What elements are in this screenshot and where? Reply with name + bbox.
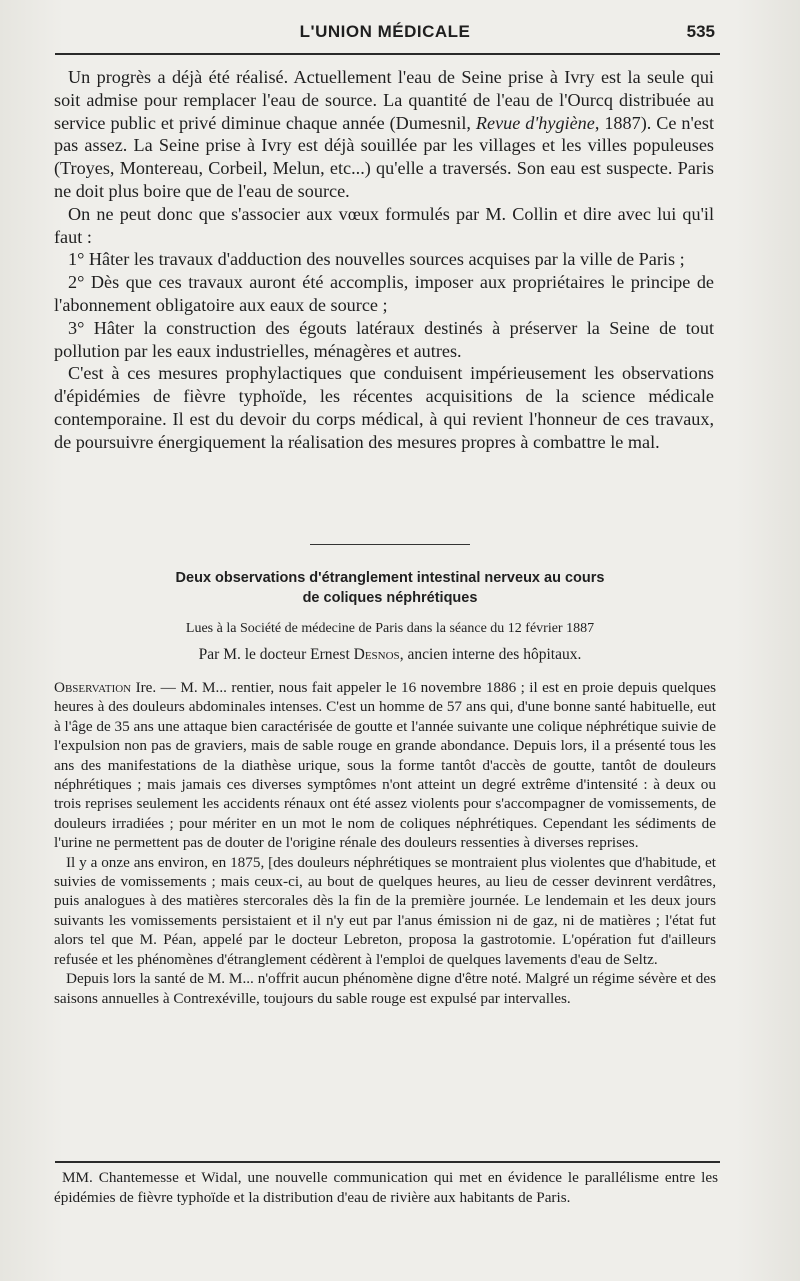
paragraph-text: , 1887). Ce n'est pas assez. La Seine prise à Ivry est déjà souillée par les villages et les villes populeuses (Troyes, Montereau, Corbeil, Melun, etc...) qu'elle a traversés. Son eau est suspecte. Paris ne doit plus boire que de l'eau de source. xyxy=(54,112,715,201)
paragraph: Il y a onze ans environ, en 1875, [des douleurs néphrétiques se montraient plus violentes que d'habitude, et suivies de vomissements ; mais ceux-ci, au bout de quelques heures, au lieu de cesser devinrent verdâtres, puis analogues à des matières stercorales dès la fin de la première journée. Le lendemain et les deux jours suivants les vomissements persistaient et il n'y eut par l'anus émission ni de gaz, ni de matières ; l'état fut alors tel que M. Péan, appelé par le docteur Lebreton, proposa la gastrotomie. L'opération fut d'ailleurs refusée et les phénomènes d'étranglement cédèrent à l'emploi de quelques lavements d'eau de Seltz. xyxy=(54,853,716,968)
running-header xyxy=(55,22,715,48)
author-suffix: , ancien interne des hôpitaux. xyxy=(399,646,582,663)
article-title xyxy=(60,568,720,608)
paragraph xyxy=(54,678,716,853)
citation-title: Revue d'hygiène xyxy=(475,112,595,133)
author-name: Desnos xyxy=(353,646,400,663)
observation-label: Observation xyxy=(54,679,132,696)
header-rule xyxy=(55,53,720,55)
footnote-text: MM. Chantemesse et Widal, une nouvelle communication qui met en évidence le parallélisme entre les épidémies de fièvre typhoïde et la distribution d'eau de rivière aux habitants de Paris. xyxy=(54,1169,718,1206)
author-prefix: Par M. le docteur Ernest xyxy=(198,646,354,663)
paragraph-text: Un progrès a déjà été réalisé. Actuellement l'eau de Seine prise à Ivry est la seule qui soit admise pour remplacer l'eau de source. La quantité de l'eau de l'Ourcq distribuée au service public et privé diminue chaque année (Dumesnil, xyxy=(54,67,714,133)
journal-title: L'UNION MÉDICALE xyxy=(299,22,471,41)
footnote xyxy=(54,1168,718,1207)
paragraph xyxy=(54,66,714,203)
section-divider xyxy=(310,544,470,545)
page-number: 535 xyxy=(686,22,715,41)
footnote-rule xyxy=(55,1161,720,1163)
intro-text xyxy=(54,66,714,454)
paragraph: C'est à ces mesures prophylactiques que conduisent impérieusement les observations d'épidémies de fièvre typhoïde, les récentes acquisitions de la science médicale contemporaine. Il est du devoir du corps médical, à qui revient l'honneur de ces travaux, de poursuivre énergiquement la réalisation des mesures propres à combattre le mal. xyxy=(54,363,714,452)
article-title-line: de coliques néphrétiques xyxy=(302,590,478,606)
list-item: 3° Hâter la construction des égouts latéraux destinés à préserver la Seine de tout pollution par les eaux industrielles, ménagères et autres. xyxy=(54,317,714,361)
article-author xyxy=(60,646,720,664)
paragraph: On ne peut donc que s'associer aux vœux formulés par M. Collin et dire avec lui qu'il faut : xyxy=(54,203,714,247)
paragraph-text: M. M... rentier, nous fait appeler le 16 novembre 1886 ; il est en proie depuis quelques heures à des douleurs abdominales intenses. C'est un homme de 57 ans qui, d'une bonne santé habituelle, eut à l'âge de 35 ans une attaque bien caractérisée de goutte et l'année suivante une colique néphrétique suivie de l'expulsion non pas de graviers, mais de sable rouge en grande abondance. Depuis lors, il a présenté tous les ans des manifestations de la diathèse urique, sous la forme tantôt d'accès de goutte, tantôt de douleurs néphrétiques ; mais jamais ces diverses symptômes n'ont atteint un degré extrême d'intensité : à deux ou trois reprises seulement les accidents rénaux ont été assez violents pour s'accompagner de vomissements, de douleurs irradiées ; pour mériter en un mot le nom de coliques néphrétiques. Cependant les sédiments de l'urine ne permettent pas de douter de l'origine rénale des douleurs ressenties à diverses reprises. xyxy=(54,679,717,852)
paragraph: Depuis lors la santé de M. M... n'offrit aucun phénomène digne d'être noté. Malgré un régime sévère et des saisons annuelles à Contrexéville, toujours du sable rouge est expulsé par intervalles. xyxy=(54,970,716,1007)
observation-text xyxy=(54,678,716,1008)
article-subtitle: Lues à la Société de médecine de Paris dans la séance du 12 février 1887 xyxy=(185,621,595,636)
list-item: 2° Dès que ces travaux auront été accomplis, imposer aux propriétaires le principe de l'abonnement obligatoire aux eaux de source ; xyxy=(54,272,714,315)
observation-number: Ire. — xyxy=(131,679,181,696)
article-title-line: Deux observations d'étranglement intestinal nerveux au cours xyxy=(175,570,605,586)
list-item: 1° Hâter les travaux d'adduction des nouvelles sources acquises par la ville de Paris ; xyxy=(68,249,685,270)
